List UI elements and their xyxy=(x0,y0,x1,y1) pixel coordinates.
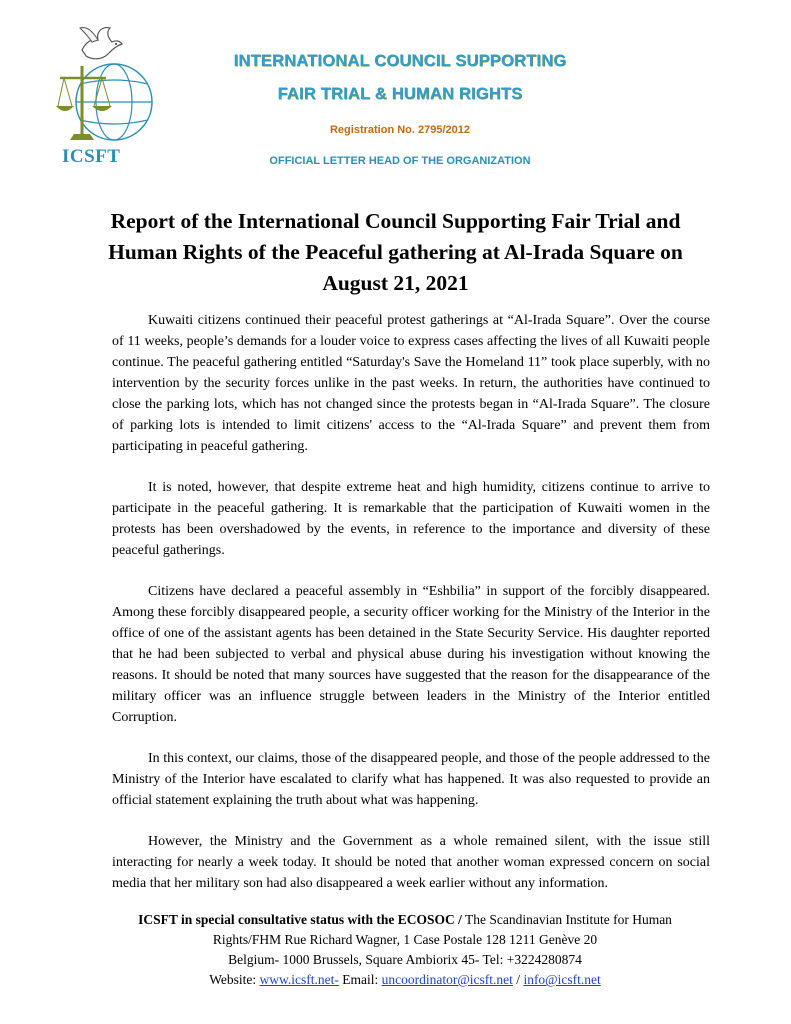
email-separator: / xyxy=(512,972,524,987)
footer-contact-line xyxy=(100,970,710,990)
email-link-uncoordinator[interactable]: uncoordinator@icsft.net xyxy=(381,972,513,987)
paragraph: It is noted, however, that despite extreme heat and high humidity, citizens continue to arrive to participate in the peaceful gathering. It is remarkable that the participation of Kuwaiti women in the protests has been overshadowed by the events, in reference to the importance and diversity of these peaceful gatherings. xyxy=(112,480,710,558)
registration-number: Registration No. 2795/2012 xyxy=(329,124,470,136)
report-body xyxy=(112,310,710,914)
footer-line1 xyxy=(100,910,710,930)
organization-name-line2: FAIR TRIAL & HUMAN RIGHTS xyxy=(277,85,523,103)
email-label: Email: xyxy=(338,972,382,987)
dove-icon xyxy=(80,28,122,59)
paragraph: Kuwaiti citizens continued their peaceful protest gatherings at “Al-Irada Square”. Over the course of 11 weeks, people’s demands for a louder voice to express cases affecting the lives of all Kuwaiti people continue. The peaceful gathering entitled “Saturday's Save the Homeland 11” took place superbly, with no intervention by the security forces unlike in the past weeks. In return, the authorities have continued to close the parking lots, which has not changed since the protests began in “Al-Irada Square”. The closure of parking lots is intended to limit citizens' access to the “Al-Irada Square” and prevent them from participating in peaceful gathering. xyxy=(112,313,710,454)
paragraph: In this context, our claims, those of the disappeared people, and those of the people addressed to the Ministry of the Interior have escalated to clarify what has happened. It was also requested to provide an official statement explaining the truth about what was happening. xyxy=(112,751,710,808)
letterhead-label: OFFICIAL LETTER HEAD OF THE ORGANIZATION xyxy=(269,155,531,167)
scales-icon xyxy=(56,66,112,140)
footer-institute: The Scandinavian Institute for Human xyxy=(461,912,672,927)
paragraph: Citizens have declared a peaceful assembly in “Eshbilia” in support of the forcibly disappeared. Among these forcibly disappeared people, a security officer working for the Ministry of the Interior in the office of one of the assistant agents has been detained in the State Security Service. His daughter reported that he had been subjected to verbal and physical abuse during his investigation without knowing the reasons. It should be noted that many sources have suggested that the reason for the disappearance of the military officer was an influence struggle between leaders in the Ministry of the Interior entitled Corruption. xyxy=(112,584,710,725)
globe-icon xyxy=(76,64,152,140)
footer-address-line: Belgium- 1000 Brussels, Square Ambiorix 45- Tel: +3224280874 xyxy=(228,952,582,967)
footer xyxy=(100,910,710,990)
paragraph: However, the Ministry and the Government as a whole remained silent, with the issue still interacting for nearly a week today. It should be noted that another woman expressed concern on social media that her military son had also disappeared a week earlier without any information. xyxy=(112,834,710,891)
footer-consultative-status: ICSFT in special consultative status with the ECOSOC / xyxy=(138,912,462,927)
title-line2: Human Rights of the Peaceful gathering at Al-Irada Square on xyxy=(108,240,683,264)
title-line1: Report of the International Council Supporting Fair Trial and xyxy=(110,209,681,233)
website-label: Website: xyxy=(209,972,260,987)
website-link[interactable]: www.icsft.net- xyxy=(259,972,339,987)
report-title xyxy=(80,206,711,299)
title-line3: August 21, 2021 xyxy=(322,271,469,295)
organization-name-line1: INTERNATIONAL COUNCIL SUPPORTING xyxy=(233,52,567,70)
footer-address-line: Rights/FHM Rue Richard Wagner, 1 Case Postale 128 1211 Genève 20 xyxy=(212,932,598,947)
logo-text: ICSFT xyxy=(62,146,121,167)
email-link-info[interactable]: info@icsft.net xyxy=(523,972,601,987)
